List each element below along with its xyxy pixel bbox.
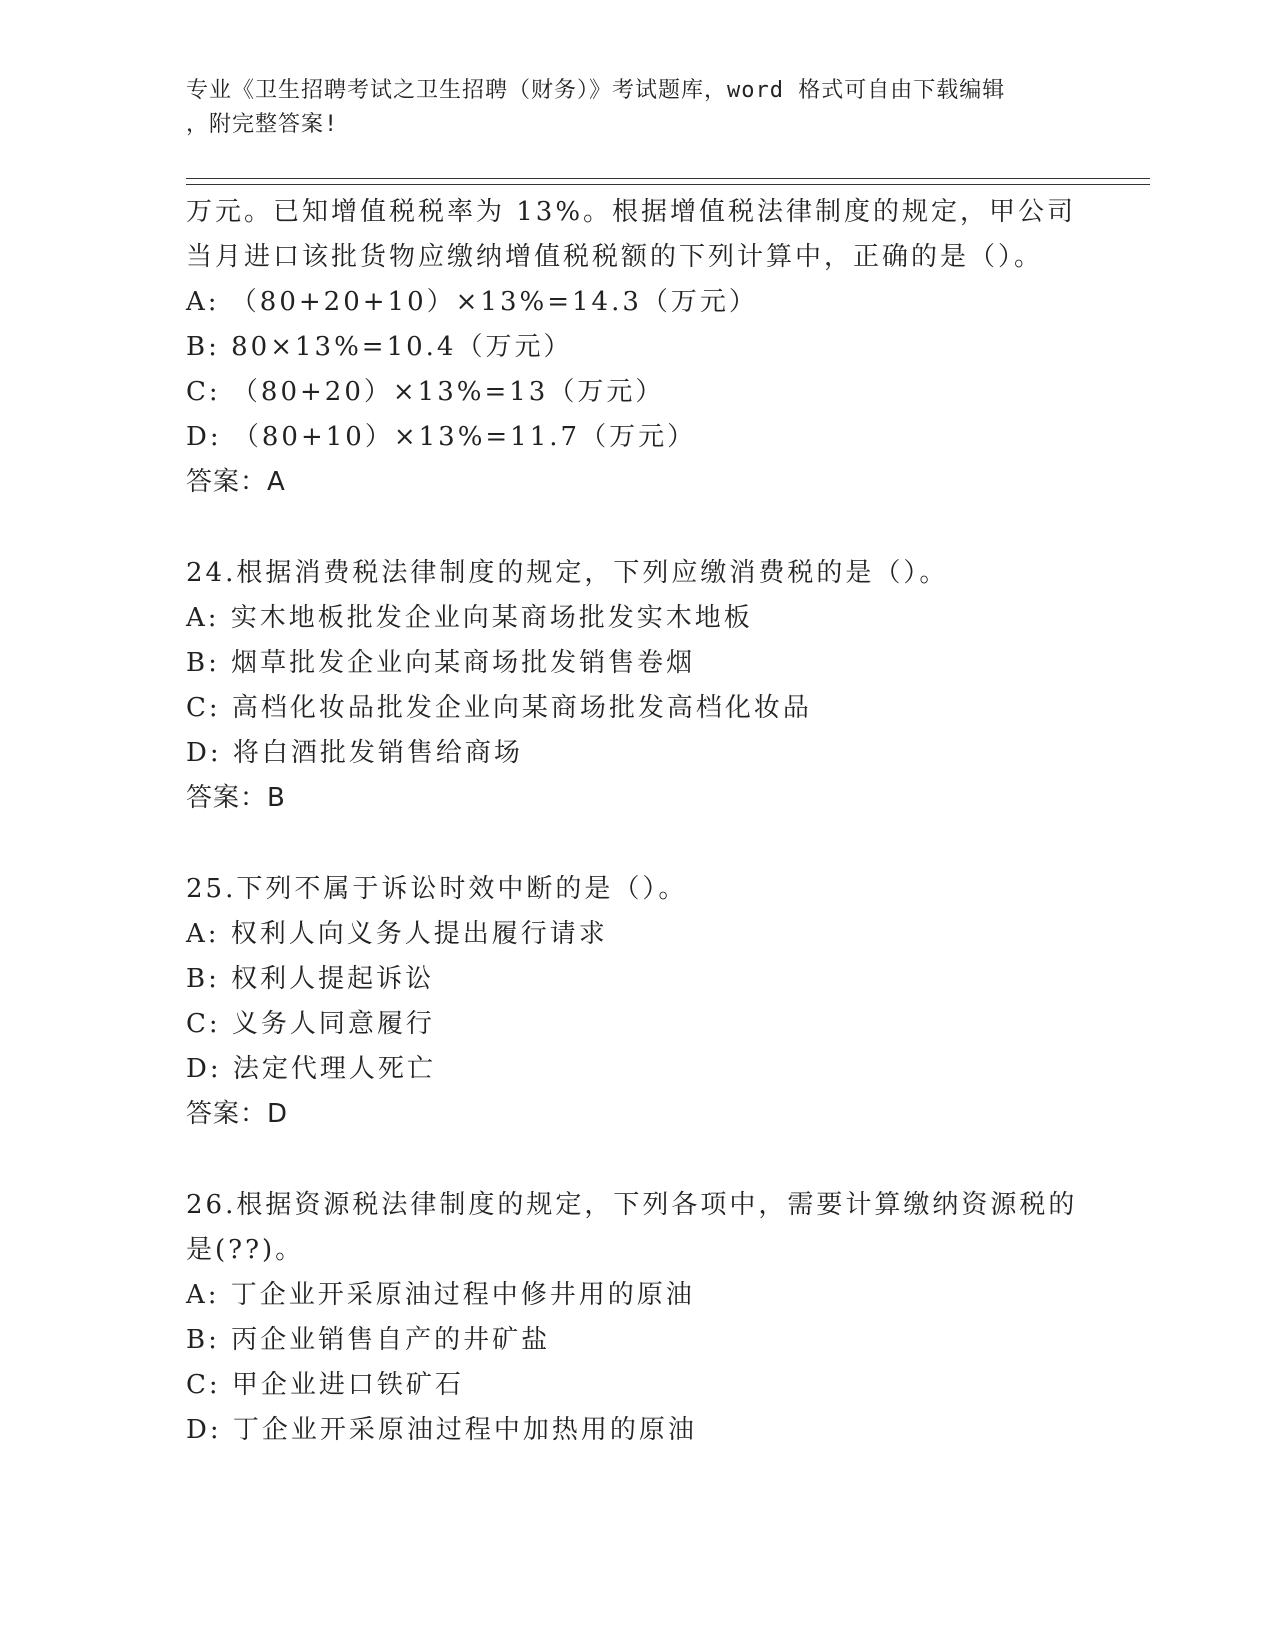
answer-label: 答案：D (186, 1099, 289, 1129)
option-d: D: 法定代理人死亡 (186, 1054, 436, 1084)
question-23 (186, 190, 1086, 505)
question-stem: 25.下列不属于诉讼时效中断的是（）。 (186, 874, 688, 904)
spacer (186, 821, 1086, 867)
option-d: D: （80+10）×13%=11.7（万元） (186, 422, 697, 452)
option-d: D: 将白酒批发销售给商场 (186, 738, 523, 768)
header-divider-top (186, 178, 1150, 179)
option-c: C: 高档化妆品批发企业向某商场批发高档化妆品 (186, 693, 812, 723)
answer-label: 答案：A (186, 467, 286, 497)
option-a: A: 丁企业开采原油过程中修井用的原油 (186, 1280, 695, 1310)
option-b: B: 权利人提起诉讼 (186, 964, 435, 994)
question-24 (186, 551, 1086, 821)
option-a: A: 实木地板批发企业向某商场批发实木地板 (186, 603, 753, 633)
option-a: A: （80+20+10）×13%=14.3（万元） (186, 287, 758, 317)
option-c: C: 义务人同意履行 (186, 1009, 435, 1039)
header-line-2: ，附完整答案! (186, 112, 339, 137)
document-header (186, 74, 1066, 142)
spacer (186, 505, 1086, 551)
question-stem: 24.根据消费税法律制度的规定，下列应缴消费税的是（）。 (186, 558, 949, 588)
question-25 (186, 867, 1086, 1137)
question-26 (186, 1183, 1086, 1453)
option-c: C: 甲企业进口铁矿石 (186, 1370, 464, 1400)
question-stem-continued-2: 当月进口该批货物应缴纳增值税税额的下列计算中，正确的是（）。 (186, 242, 1044, 272)
question-stem-continued-1: 万元。已知增值税税率为 13%。根据增值税法律制度的规定，甲公司 (186, 197, 1077, 227)
option-a: A: 权利人向义务人提出履行请求 (186, 919, 608, 949)
document-body (186, 190, 1086, 1453)
question-stem-2: 是(??)。 (186, 1235, 305, 1265)
option-b: B: 80×13%=10.4（万元） (186, 332, 573, 362)
spacer (186, 1137, 1086, 1183)
answer-label: 答案：B (186, 783, 286, 813)
option-d: D: 丁企业开采原油过程中加热用的原油 (186, 1415, 697, 1445)
option-b: B: 丙企业销售自产的井矿盐 (186, 1325, 551, 1355)
question-stem-1: 26.根据资源税法律制度的规定，下列各项中，需要计算缴纳资源税的 (186, 1190, 1078, 1220)
option-b: B: 烟草批发企业向某商场批发销售卷烟 (186, 648, 696, 678)
header-line-1: 专业《卫生招聘考试之卫生招聘（财务）》考试题库，word 格式可自由下载编辑 (186, 78, 1006, 103)
option-c: C: （80+20）×13%=13（万元） (186, 377, 665, 407)
header-divider-bottom (186, 184, 1150, 185)
